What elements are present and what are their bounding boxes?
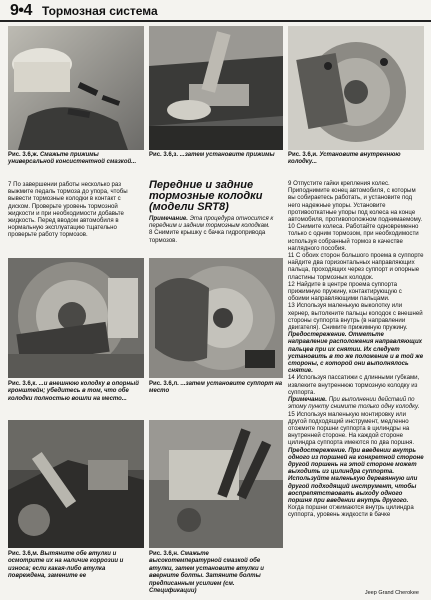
caption-fig-3-6-i xyxy=(288,152,424,168)
caption-number: Рис. 3.6,м. xyxy=(8,551,39,557)
note-label: Примечание. xyxy=(149,215,188,222)
page-footer: Jeep Grand Cherokee xyxy=(364,590,419,596)
paragraph-8: 8 Снимите крышку с бачка гидропривода тормозов. xyxy=(149,229,266,244)
left-column-text xyxy=(8,181,144,251)
photo-fig-3-6-z xyxy=(149,26,283,150)
section-title: Тормозная система xyxy=(42,4,158,18)
caption-fig-3-6-z xyxy=(149,152,283,168)
caption-fig-3-6-m xyxy=(8,551,144,585)
caption-text: ...и внешнюю колодку в опорный кронштейн; убедитесь в том, что обе колодки полностью вошли на место... xyxy=(8,381,139,402)
caption-number: Рис. 3.6,и. xyxy=(288,152,318,158)
note-label: Примечание. xyxy=(288,396,327,404)
caption-text: ...затем установите прижимы xyxy=(179,152,275,158)
photo-fig-3-6-l xyxy=(149,258,283,378)
paragraph-9: 9 Отпустите гайки крепления колес. Приподнимите конец автомобиля, с которым вы собираетесь работать, и установите под него надежные упоры. Установите противооткатные упоры под колеса на конце автомобиля, противоположном поднимаемому. xyxy=(288,180,423,224)
caption-text: Смажьте высокотемпературной смазкой обе втулки, затем установите втулки и вверните болты. Затяните болты предписанным усилием (см. Спецификации) xyxy=(149,551,264,595)
photo-fig-3-6-m xyxy=(8,420,144,548)
paragraph-15-continued: Когда поршни отжимаются внутрь цилиндра суппорта, уровень жидкости в бачке xyxy=(288,504,414,519)
photo-fig-3-6-zh xyxy=(8,26,144,150)
photo-fig-3-6-n xyxy=(149,420,283,548)
caption-number: Рис. 3.6,з. xyxy=(149,152,179,158)
paragraph-7: 7 По завершении работы несколько раз выжмите педаль тормоза до упора, чтобы вывести тормозные колодки в контакт с диском. Проверьте уровень тормозной жидкости и при необходимости добавьте жидкость. Перед вводом автомобиля в нормальную эксплуатацию тщательно проверьте работу тормозов. xyxy=(8,181,128,239)
photo-fig-3-6-k xyxy=(8,258,144,378)
caption-text: Вытяните обе втулки и осмотрите их на наличие коррозии и износа; если какая-либо втулка повреждена, замените ее xyxy=(8,551,124,580)
caption-fig-3-6-n xyxy=(149,551,283,595)
right-column-text xyxy=(288,180,424,580)
caption-fig-3-6-zh xyxy=(8,152,144,178)
warning-text: При введении внутрь одного из поршней на конкретной стороне другой поршень на этой стороне может выходить из цилиндра суппорта. Используйте маленькую деревянную или другой подходящий инструмент, чтобы воспрепятствовать выходу одного поршня при введении внутрь другого. xyxy=(288,446,424,504)
header-rule xyxy=(0,20,431,22)
caption-fig-3-6-l xyxy=(149,381,283,397)
warning-text: Отметьте направление расположения направляющих пальцев при их снятии. Их следует установить в то же положение и в той же стороны, с которой они выполнялось снятие. xyxy=(288,331,424,375)
warning-label: Предостережение. xyxy=(288,446,347,454)
warning-label: Предостережение. xyxy=(288,331,347,339)
note-text: Эта процедура относится к передним и задним тормозным колодкам. xyxy=(149,215,274,230)
paragraph-12: 12 Найдите в центре проема суппорта прижимную пружину, контактирующую с обоими направляющими пальцами. xyxy=(288,280,402,303)
caption-fig-3-6-k xyxy=(8,381,144,415)
page-header xyxy=(0,0,431,22)
caption-text: Установите внутреннюю колодку... xyxy=(288,152,401,166)
caption-text: Смажьте прижимы универсальной консистентной смазкой... xyxy=(8,152,137,166)
paragraph-10: 10 Снимите колеса. Работайте одновременно только с одним тормозом, при необходимости используя собранный тормоз в качестве наглядного пособия. xyxy=(288,223,419,252)
caption-number: Рис. 3.6,к. xyxy=(8,381,38,387)
section-heading: Передние и задние тормозные колодки (модели SRT8) xyxy=(149,179,263,213)
paragraph-15: 15 Используя маленькую монтировку или другой подходящий инструмент, медленно отожмите поршни суппорта в цилиндры на внутренней стороне. На каждой стороне цилиндра суппорта имеются по два поршня. xyxy=(288,410,415,447)
caption-number: Рис. 3.6,л. xyxy=(149,381,179,387)
photo-fig-3-6-i xyxy=(288,26,424,150)
caption-text: ...затем установите суппорт на место xyxy=(149,381,283,395)
paragraph-11: 11 С обоих сторон большого проема в суппорте найдите два горизонтальных направляющих пальца, проходящих через суппорт и опорные пластины тормозных колодок. xyxy=(288,252,424,281)
caption-number: Рис. 3.6,н. xyxy=(149,551,179,557)
middle-column-text xyxy=(149,180,283,254)
paragraph-14: 14 Используя пассатижи с длинными губками, извлеките внутреннюю тормозную колодку из суппорта. xyxy=(288,374,420,396)
note-text: При выполнении действий по этому пункту снимите только одну колодку. xyxy=(288,396,420,411)
page-number: 9•4 xyxy=(10,2,32,19)
paragraph-13: 13 Используя маленькую выколотку или хернер, вытолкните пальцы колодок с внешней стороны суппорта внутрь (в направлении двигателя). Снимите прижимную пружину. xyxy=(288,302,423,332)
caption-number: Рис. 3.6,ж. xyxy=(8,152,39,158)
